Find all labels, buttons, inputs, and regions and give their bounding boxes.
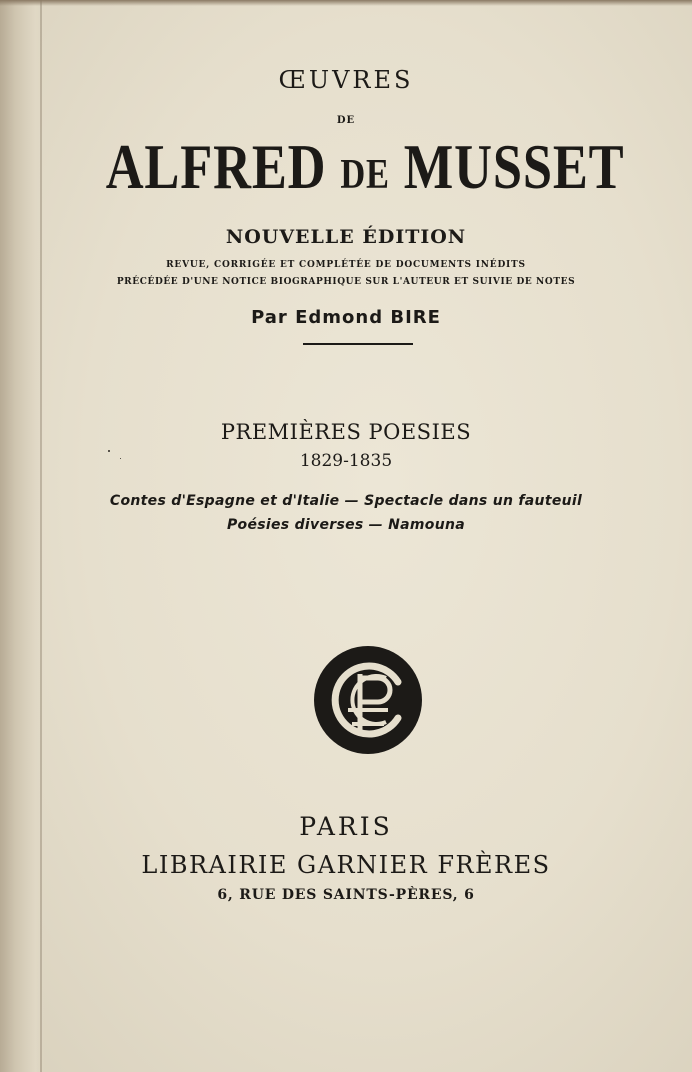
publisher-address: 6, RUE DES SAINTS-PÈRES, 6 [217, 887, 475, 903]
paper-speck [108, 450, 110, 452]
top-edge-shadow [0, 0, 692, 6]
garnier-freres-monogram-icon [312, 644, 424, 756]
author-particle: DE [340, 152, 390, 198]
publisher-name: LIBRAIRIE GARNIER FRÈRES [141, 851, 551, 879]
page-gutter-shadow [0, 0, 44, 1072]
oeuvres-heading: ŒUVRES [278, 66, 414, 94]
paper-speck [120, 458, 121, 459]
volume-title: PREMIÈRES POESIES [220, 420, 472, 444]
subtitle-line-2: PRÉCÉDÉE D'UNE NOTICE BIOGRAPHIQUE SUR L'AUTEUR ET SUIVIE DE NOTES [116, 277, 576, 287]
de-label: DE [336, 115, 356, 126]
divider-rule [303, 343, 413, 345]
author-last-name: MUSSET [403, 131, 625, 202]
author-name [81, 130, 648, 204]
edition-label: NOUVELLE ÉDITION [225, 226, 467, 248]
author-first-name: ALFRED [105, 131, 327, 202]
editor-credit: Par Edmond BIRE [251, 307, 441, 328]
subtitle-line-1: REVUE, CORRIGÉE ET COMPLÉTÉE DE DOCUMENTS INÉDITS [166, 260, 526, 270]
publisher-city: PARIS [299, 812, 393, 841]
contents-line-1: Contes d'Espagne et d'Italie — Spectacle dans un fauteuil [109, 493, 583, 509]
volume-years: 1829-1835 [299, 451, 393, 471]
binding-edge [40, 0, 42, 1072]
contents-line-2: Poésies diverses — Namouna [226, 517, 465, 533]
